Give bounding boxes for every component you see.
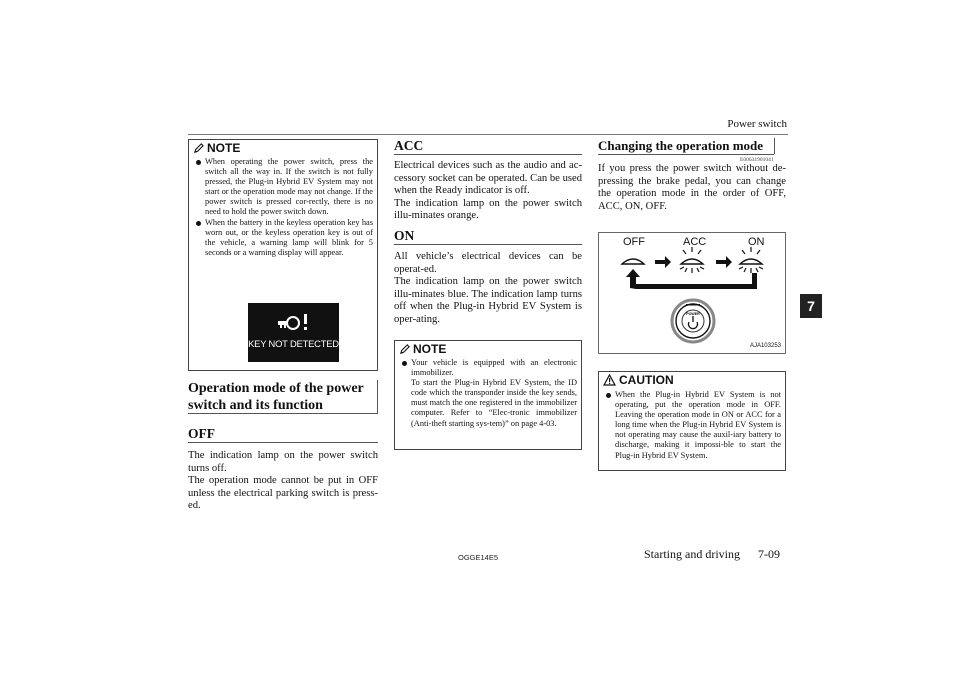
note-list (395, 357, 581, 429)
chapter-tab: 7 (800, 294, 822, 318)
changing-code: E00631901041 (740, 157, 774, 163)
key-warning-icon (248, 303, 339, 338)
off-rule (188, 442, 378, 443)
mode-diagram (599, 233, 787, 355)
acc-p2: The indication lamp on the power switch illu-minates orange. (394, 197, 582, 222)
on-p1: All vehicle’s electrical devices can be operat-ed. (394, 251, 582, 275)
running-header: Power switch (727, 118, 787, 130)
header-rule (188, 134, 788, 135)
changing-title: Changing the operation mode (598, 138, 764, 153)
figure-label-acc: ACC (683, 236, 707, 248)
operation-mode-rule-end (377, 380, 378, 413)
arrow-right-icon (716, 256, 732, 268)
key-warning-display (248, 303, 339, 362)
caution-box (598, 371, 786, 471)
note-label: NOTE (207, 141, 241, 155)
on-title: ON (394, 228, 415, 243)
footer-code: OGGE14E5 (458, 553, 499, 562)
operation-mode-title-line1: Operation mode of the power (188, 381, 364, 396)
arrow-right-icon (655, 256, 671, 268)
caution-item: When the Plug-in Hybrid EV System is not operating, put the operation mode in OFF. Leaving the operation mode in ON or ACC for a long time when the Plug-in Hybrid EV System is not operating may cause the auxil-iary battery to discharge, making it impossi-ble to start the Plug-in Hybrid EV System. (603, 390, 781, 461)
operation-mode-title-line2: switch and its function (188, 398, 323, 413)
off-title: OFF (188, 426, 215, 441)
on-p2: The indication lamp on the power switch illu-minates blue. The indication lamp turns off when the Plug-in Hybrid EV System is oper-ating. (394, 276, 582, 325)
on-lamp-icon (740, 259, 762, 264)
caution-label: CAUTION (619, 373, 674, 387)
warning-icon (603, 374, 616, 386)
power-button-label: POWER (686, 312, 700, 316)
figure-label-on: ON (748, 236, 765, 248)
mode-figure (598, 232, 786, 354)
mid-note-box (394, 340, 582, 450)
changing-rule-end (774, 138, 775, 154)
note-item: When the battery in the keyless operation key has worn out, or the keyless operation key is out of the vehicle, a warning lamp will blink for 5 seconds or a warning display will appear. (193, 218, 373, 258)
figure-code: AJA103253 (749, 343, 781, 349)
acc-rule (394, 154, 582, 155)
off-text (188, 450, 378, 513)
key-warning-text: KEY NOT DETECTED (248, 338, 339, 349)
acc-lamp-icon (681, 259, 703, 264)
note-label: NOTE (413, 342, 447, 356)
changing-rule (598, 154, 774, 155)
changing-p1: If you press the power switch without de-pressing the brake pedal, you can change the operation mode in the order of OFF, ACC, ON, OFF. (598, 163, 786, 212)
off-p1: The indication lamp on the power switch turns off. (188, 450, 378, 474)
acc-title: ACC (394, 138, 424, 153)
off-p2: The operation mode cannot be put in OFF unless the electrical parking switch is press-ed. (188, 475, 378, 512)
figure-label-off: OFF (623, 236, 645, 248)
note-icon (193, 143, 204, 154)
changing-text (598, 163, 786, 213)
note-list (189, 156, 377, 258)
power-button-icon (672, 300, 714, 342)
operation-mode-rule (188, 413, 378, 414)
note-item: Your vehicle is equipped with an electronic immobilizer. To start the Plug-in Hybrid EV System, the ID code which the transponder inside the key sends, must match the one registered in the immobilizer computer. Refer to “Elec-tronic immobilizer (Anti-theft starting sys-tem)” on page 4-03. (399, 358, 577, 429)
acc-text (394, 160, 582, 223)
on-text (394, 251, 582, 327)
caution-header (599, 372, 785, 388)
footer-page-number: 7-09 (758, 547, 780, 561)
operation-mode-title (188, 380, 378, 414)
note-item: When operating the power switch, press the switch all the way in. If the switch is not fully pressed, the Plug-in Hybrid EV System may not start or the operation mode may not change. If the power switch is pressed cor-rectly, there is no need to hold the power switch down. (193, 157, 373, 218)
on-rule (394, 244, 582, 245)
footer-section: Starting and driving (644, 547, 740, 561)
acc-p1: Electrical devices such as the audio and ac-cessory socket can be operated. Can be used when the Ready indicator is off. (394, 160, 582, 197)
note-header (189, 140, 377, 156)
caution-list (599, 388, 785, 461)
note-icon (399, 344, 410, 355)
off-lamp-icon (622, 259, 644, 264)
left-note-box (188, 139, 378, 371)
note-header (395, 341, 581, 357)
